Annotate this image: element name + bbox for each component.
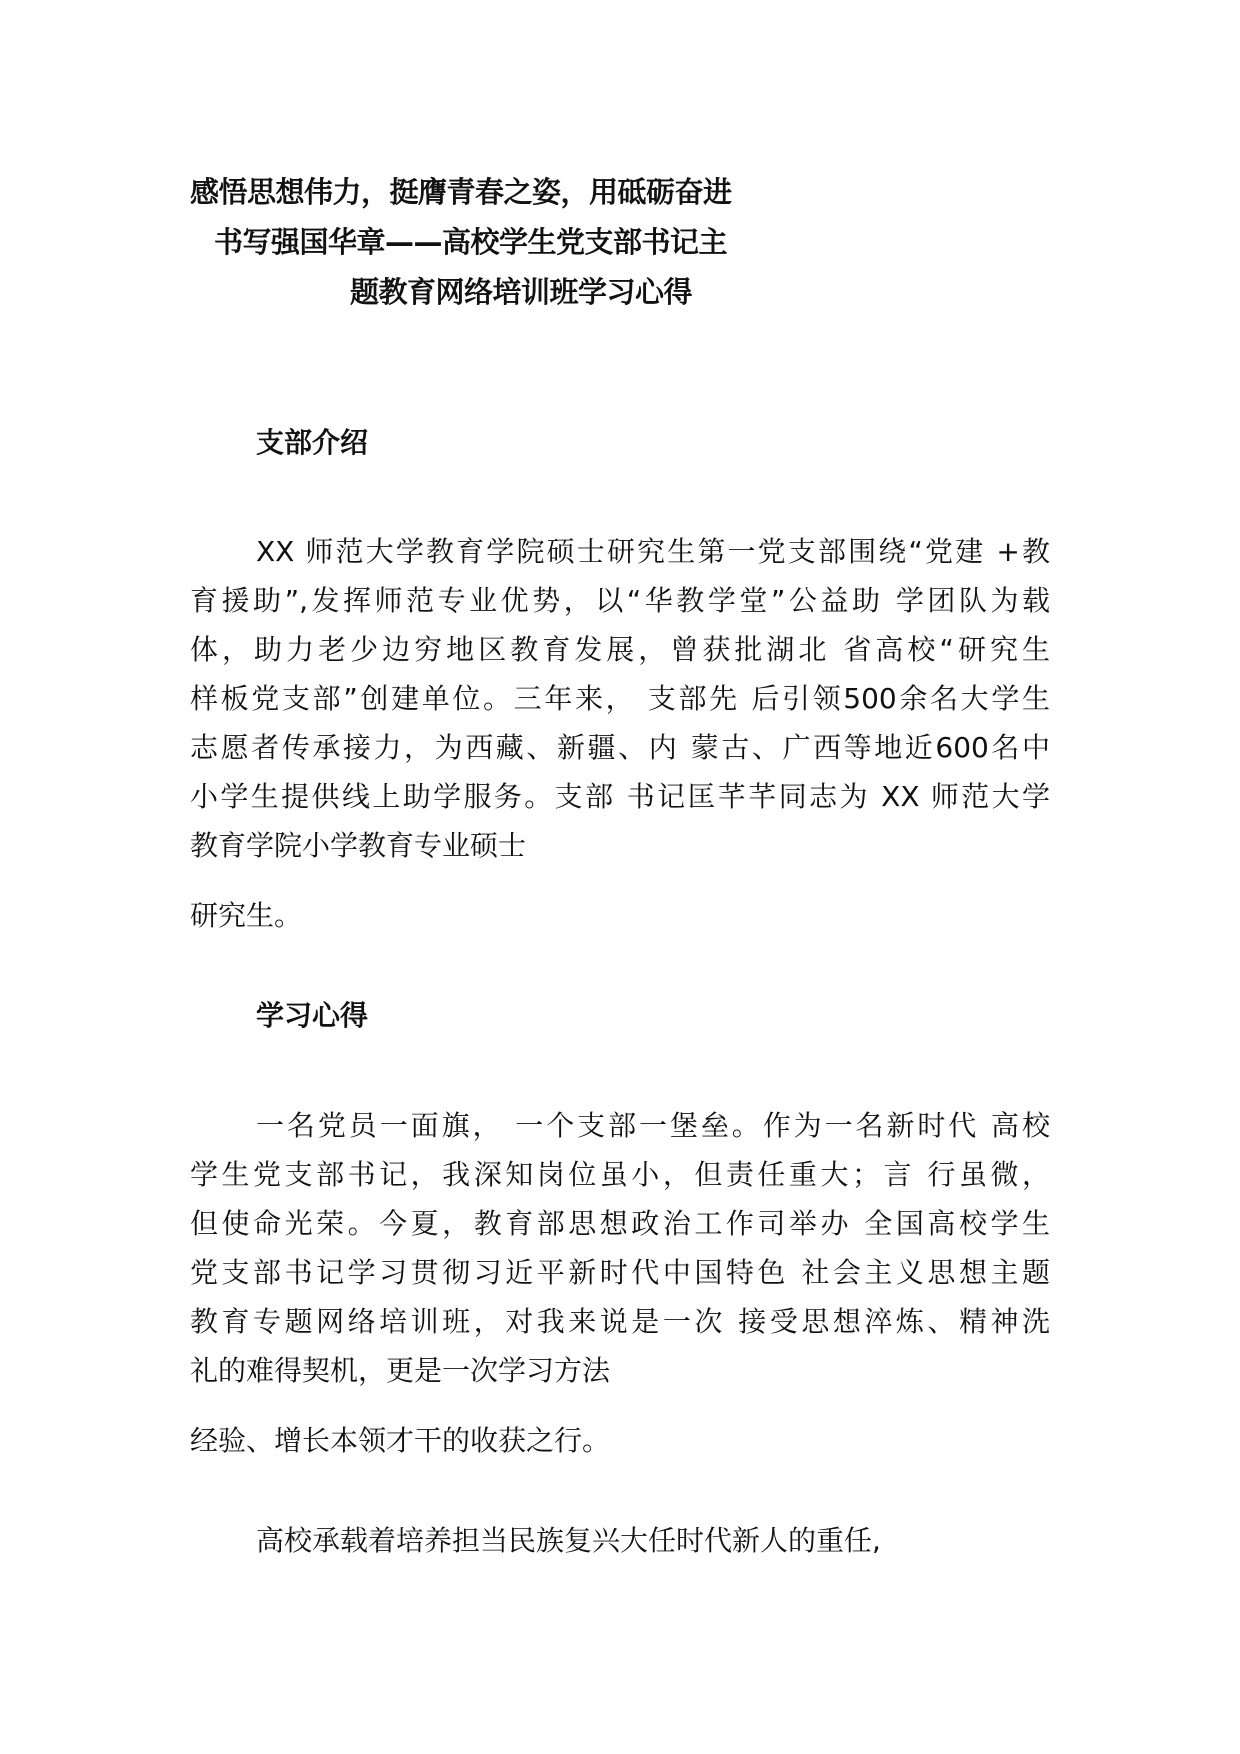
title-line-3: 题教育网络培训班学习心得 xyxy=(350,275,693,309)
paragraph-line: 教育专题网络培训班，对我来说是一次 接受思想淬炼、精神洗 xyxy=(190,1305,1050,1338)
section-heading-branch-intro: 支部介绍 xyxy=(256,426,369,459)
paragraph-line: 一名党员一面旗， 一个支部一堡垒。作为一名新时代 高校 xyxy=(256,1109,1050,1142)
paragraph-line: XX 师范大学教育学院硕士研究生第一党支部围绕“党建 +教 xyxy=(256,535,1050,568)
paragraph-line: 育援助”,发挥师范专业优势，以“华教学堂”公益助 学团队为载 xyxy=(190,584,1050,617)
paragraph-line: 体，助力老少边穷地区教育发展，曾获批湖北 省高校“研究生 xyxy=(190,633,1050,666)
paragraph-line: 研究生。 xyxy=(190,899,303,932)
paragraph-line: 但使命光荣。今夏，教育部思想政治工作司举办 全国高校学生 xyxy=(190,1207,1050,1240)
paragraph-line: 高校承载着培养担当民族复兴大任时代新人的重任, xyxy=(256,1524,881,1557)
paragraph-line: 教育学院小学教育专业硕士 xyxy=(190,829,527,862)
paragraph-line: 志愿者传承接力，为西藏、新疆、内 蒙古、广西等地近600名中 xyxy=(190,731,1050,764)
title-line-2: 书写强国华章——高校学生党支部书记主 xyxy=(214,225,728,259)
section-heading-learning-insights: 学习心得 xyxy=(256,999,369,1032)
paragraph-line: 礼的难得契机，更是一次学习方法 xyxy=(190,1354,611,1387)
paragraph-line: 学生党支部书记，我深知岗位虽小，但责任重大；言 行虽微， xyxy=(190,1158,1050,1191)
paragraph-line: 经验、增长本领才干的收获之行。 xyxy=(190,1424,611,1457)
paragraph-line: 小学生提供线上助学服务。支部 书记匡芊芊同志为 XX 师范大学 xyxy=(190,780,1050,813)
paragraph-line: 党支部书记学习贯彻习近平新时代中国特色 社会主义思想主题 xyxy=(190,1256,1050,1289)
title-line-1: 感悟思想伟力，挺膺青春之姿，用砥砺奋进 xyxy=(190,175,732,209)
paragraph-line: 样板党支部”创建单位。三年来， 支部先 后引领500余名大学生 xyxy=(190,682,1050,715)
